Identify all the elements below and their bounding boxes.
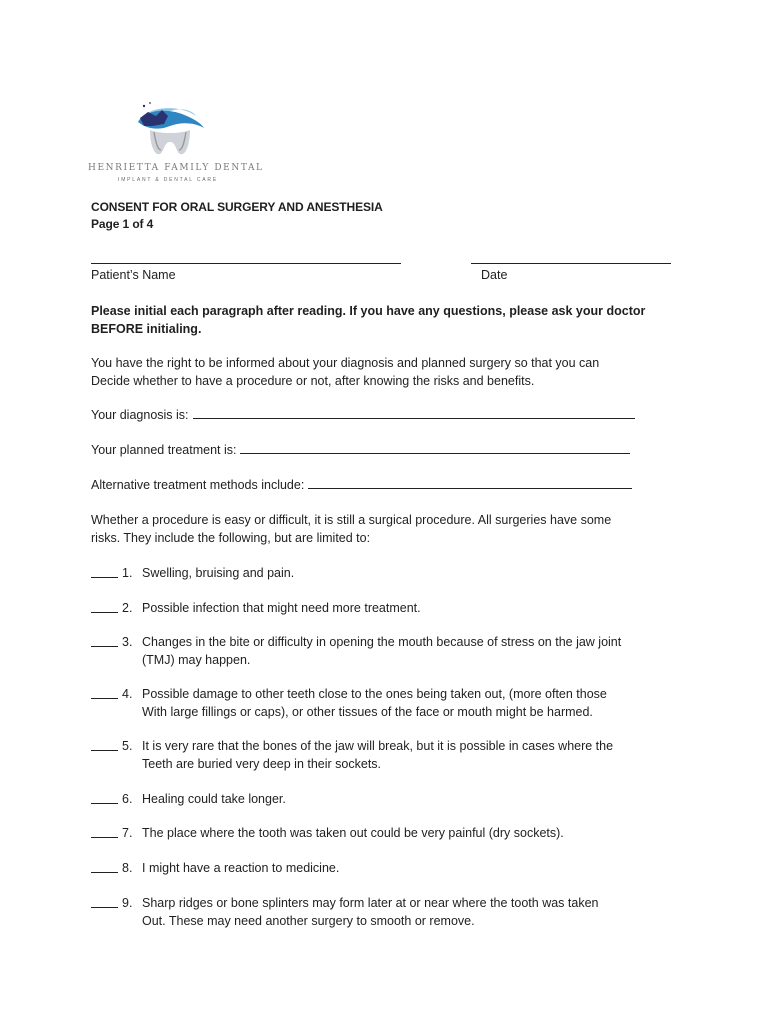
item-line: Teeth are buried very deep in their sockets. (142, 757, 382, 771)
item-line: Possible damage to other teeth close to the ones being taken out, (more often those (142, 687, 607, 701)
item-line: It is very rare that the bones of the jaw will break, but it is possible in cases where the (142, 739, 614, 753)
intro-line: Decide whether to have a procedure or not, after knowing the risks and benefits. (91, 374, 535, 388)
initial-blank[interactable] (91, 737, 118, 751)
item-text (142, 564, 642, 582)
item-line: (TMJ) may happen. (142, 653, 251, 667)
initial-blank[interactable] (91, 564, 118, 578)
item-line: With large fillings or caps), or other tissues of the face or mouth might be harmed. (142, 705, 593, 719)
initial-blank[interactable] (91, 633, 118, 647)
item-number: 9. (122, 896, 133, 910)
date-line[interactable] (471, 255, 671, 264)
intro-paragraph (91, 354, 651, 390)
date-field[interactable] (471, 255, 671, 282)
item-line: Possible infection that might need more treatment. (142, 601, 421, 615)
item-line: Sharp ridges or bone splinters may form later at or near where the tooth was taken (142, 896, 599, 910)
intro-line: You have the right to be informed about your diagnosis and planned surgery so that you can (91, 356, 600, 370)
patient-name-line[interactable] (91, 255, 401, 264)
item-text (142, 737, 642, 773)
initial-blank[interactable] (91, 894, 118, 908)
item-number: 7. (122, 826, 133, 840)
item-number: 8. (122, 861, 133, 875)
initial-blank[interactable] (91, 859, 118, 873)
alternative-treatment-field[interactable] (91, 476, 632, 494)
initial-blank[interactable] (91, 790, 118, 804)
item-number: 4. (122, 687, 133, 701)
item-line: I might have a reaction to medicine. (142, 861, 340, 875)
alternative-treatment-line[interactable] (308, 476, 632, 489)
diagnosis-line[interactable] (193, 406, 635, 419)
item-number: 5. (122, 739, 133, 753)
item-line: Changes in the bite or difficulty in opening the mouth because of stress on the jaw joint (142, 635, 622, 649)
item-text (142, 894, 642, 930)
practice-logo (88, 100, 264, 190)
page-number: Page 1 of 4 (91, 217, 154, 231)
item-number: 2. (122, 601, 133, 615)
item-text (142, 859, 642, 877)
initial-blank[interactable] (91, 599, 118, 613)
planned-treatment-label: Your planned treatment is: (91, 443, 237, 457)
tooth-logo-icon (130, 100, 210, 160)
practice-tagline: IMPLANT & DENTAL CARE (118, 177, 218, 183)
item-text (142, 633, 642, 669)
initial-blank[interactable] (91, 824, 118, 838)
instructions-paragraph: Please initial each paragraph after reading. If you have any questions, please ask your doctor BEFORE initialing. (91, 304, 646, 336)
item-line: Out. These may need another surgery to smooth or remove. (142, 914, 475, 928)
item-text (142, 824, 642, 842)
diagnosis-label: Your diagnosis is: (91, 408, 189, 422)
initial-blank[interactable] (91, 685, 118, 699)
item-line: Swelling, bruising and pain. (142, 566, 295, 580)
item-text (142, 790, 642, 808)
document-title: CONSENT FOR ORAL SURGERY AND ANESTHESIA (91, 200, 383, 214)
planned-treatment-field[interactable] (91, 441, 630, 459)
patient-name-label: Patient’s Name (91, 268, 176, 282)
risks-intro-line: risks. They include the following, but are limited to: (91, 531, 371, 545)
item-text (142, 685, 642, 721)
practice-name: HENRIETTA FAMILY DENTAL (88, 163, 264, 173)
item-number: 3. (122, 635, 133, 649)
item-line: The place where the tooth was taken out could be very painful (dry sockets). (142, 826, 564, 840)
alternative-treatment-label: Alternative treatment methods include: (91, 478, 305, 492)
patient-name-field[interactable] (91, 255, 401, 282)
item-text (142, 599, 642, 617)
diagnosis-field[interactable] (91, 406, 635, 424)
risks-intro-line: Whether a procedure is easy or difficult, it is still a surgical procedure. All surgeries have some (91, 513, 612, 527)
planned-treatment-line[interactable] (240, 441, 630, 454)
document-header (91, 199, 383, 233)
risks-intro-paragraph (91, 511, 651, 547)
date-label: Date (481, 268, 508, 282)
item-number: 1. (122, 566, 133, 580)
item-line: Healing could take longer. (142, 792, 286, 806)
item-number: 6. (122, 792, 133, 806)
